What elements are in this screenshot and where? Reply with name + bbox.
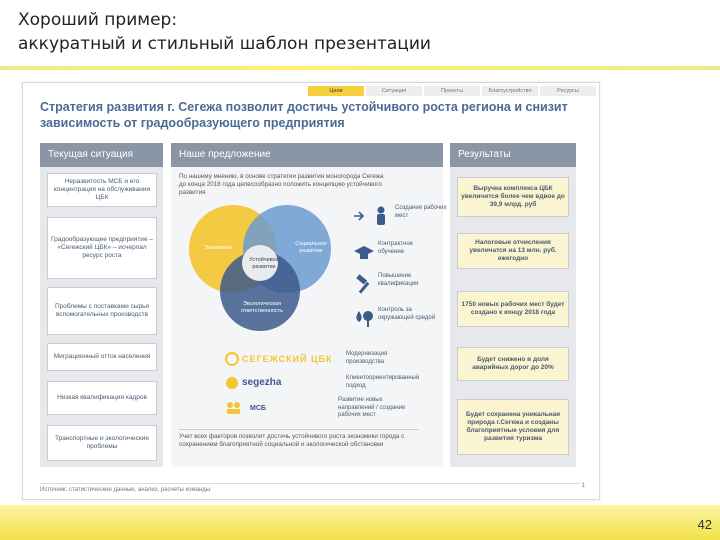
cbk-logo-icon (225, 352, 239, 366)
heading-divider (0, 66, 720, 70)
result-item: 1750 новых рабочих мест будет создано к концу 2018 года (457, 291, 569, 327)
heading (18, 8, 431, 56)
venn-label-social: Социальное развитие (295, 241, 327, 254)
current-item: Низкая квалификация кадров (47, 381, 157, 415)
heading-line-2: аккуратный и стильный шаблон презентации (18, 34, 431, 54)
logo-row-msb (225, 397, 412, 420)
outcome-training (353, 241, 436, 263)
current-item: Проблемы с поставками сырья вспомогательных производств (47, 287, 157, 335)
outcome-text: Создание рабочих мест (395, 205, 447, 219)
outcome-text: Контроль за окружающей средой (378, 307, 436, 321)
venn-label-ecology: Экологическая ответственность (240, 301, 284, 314)
current-item: Неразвитость МСБ и его концентрация на обслуживании ЦБК (47, 173, 157, 207)
hammer-icon (353, 273, 375, 295)
nav-item: Цели (308, 86, 364, 96)
slide-image (22, 82, 600, 500)
slide-nav (308, 86, 598, 96)
result-item: Будет снижено в доля аварийных дорог до 20% (457, 347, 569, 381)
column-header-current: Текущая ситуация (40, 143, 163, 167)
result-item: Будет сохранена уникальная природа г.Сегежа и созданы благоприятные условия для развития туризма (457, 399, 569, 455)
nav-item: Ресурсы (540, 86, 596, 96)
proposal-column (171, 167, 447, 467)
logo-row-cbk (225, 351, 406, 366)
current-item: Транспортные и экологические проблемы (47, 425, 157, 461)
outcome-text: Контрактное обучение (378, 241, 413, 255)
heading-line-1: Хороший пример: (18, 10, 178, 30)
current-situation-column (40, 167, 163, 467)
current-item: Градообразующее предприятие – «Сегежский ЦБК» – исчерпал ресурс роста (47, 217, 157, 279)
people-icon (225, 401, 247, 415)
column-header-proposal: Наше предложение (171, 143, 443, 167)
logo-caption: Модернизация производства (346, 351, 388, 365)
proposal-footer: Учет всех факторов позволит достичь устойчивого роста экономики города с сохранением благоприятной социальной и экологической обстановки (179, 429, 419, 449)
arrow-icon (353, 205, 367, 227)
result-item: Налоговые отчисления увеличатся на 13 млн. руб. ежегодно (457, 233, 569, 269)
proposal-intro: По нашему мнению, в основе стратегии развития моногорода Сегежа до конца 2018 года целесообразно положить концепцию устойчивого развития (179, 173, 384, 196)
outcome-jobs (353, 205, 453, 227)
segezha-logo-icon (225, 376, 239, 390)
slide-page-number: 1 (581, 483, 585, 489)
outcome-skills (353, 273, 436, 295)
logo-caption: Клиентоориентированный подход (346, 375, 420, 389)
nav-item: Благоустройство (482, 86, 538, 96)
slide-title: Стратегия развития г. Сегежа позволит достичь устойчивого роста региона и снизит зависимость от градообразующего предприятия (40, 100, 568, 130)
cbk-logo-text: СЕГЕЖСКИЙ ЦБК (242, 353, 333, 364)
result-item: Выручка комплекса ЦБК увеличится более чем вдвое до 39,9 млрд. руб (457, 177, 569, 217)
outcome-environment (353, 307, 436, 329)
segezha-logo-text: segezha (242, 377, 282, 388)
msb-logo-text: МСБ (250, 404, 266, 412)
bottom-band (0, 505, 720, 540)
current-item: Миграционный отток населения (47, 343, 157, 371)
graduation-cap-icon (353, 241, 375, 263)
logo-row-segezha (225, 375, 418, 390)
slide-source-footer: Источник: статистические данные, анализ, расчеты команды (40, 483, 580, 493)
results-column (450, 167, 576, 467)
outcome-text: Повышение квалификации (378, 273, 419, 287)
logo-caption: Развитие новых направлений / создание рабочих мест (338, 397, 406, 418)
column-header-results: Результаты (450, 143, 576, 167)
person-icon (370, 205, 392, 227)
water-tree-icon (353, 307, 375, 329)
page-number: 42 (697, 517, 712, 532)
venn-label-economy: Экономика (203, 245, 232, 251)
nav-item: Ситуация (366, 86, 422, 96)
nav-item: Проекты (424, 86, 480, 96)
venn-label-center: Устойчивое развитие (249, 257, 279, 270)
